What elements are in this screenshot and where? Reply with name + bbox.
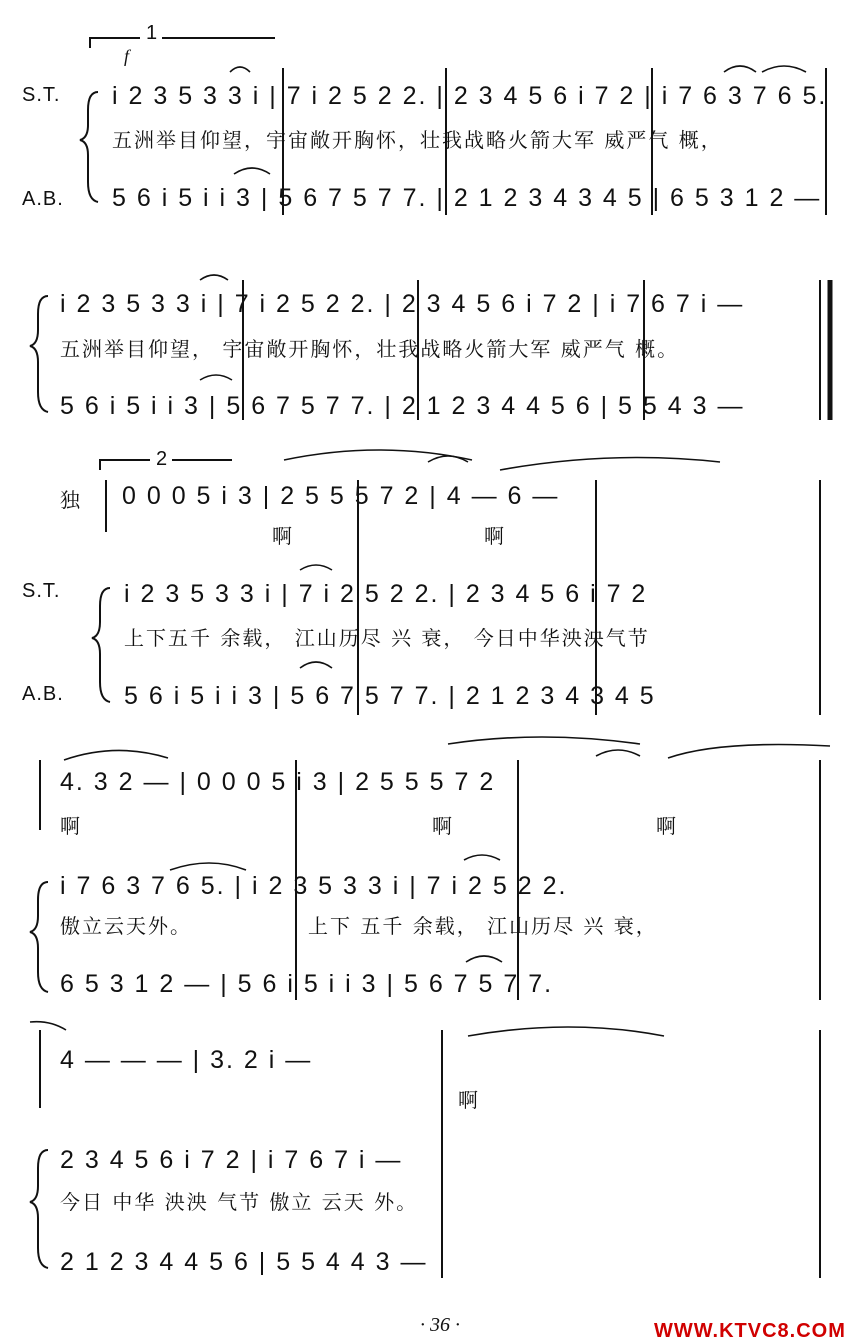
solo-notes-system4: 4. 3 2 — | 0 0 0 5 i 3 | 2 5 5 5 7 2 [60,768,496,796]
volta-2-number: 2 [156,448,168,470]
brace-system2 [30,296,48,412]
forte-dynamic: f [124,46,130,66]
slur-s4-solo-c [596,750,640,756]
tie-s1-a [230,67,250,72]
st-notes-system1: i 2 3 5 3 3 i | 7 i 2 5 2 2. | 2 3 4 5 6 i 7 2 | i 7 6 3 7 6 5. [112,82,828,110]
slur-s4-solo-d [668,745,830,759]
ab-notes-system1: 5 6 i 5 i i 3 | 5 6 7 5 7 7. | 2 1 2 3 4 3 4 5 | 6 5 3 1 2 — [112,184,822,212]
solo-lyric-system3-a: 啊 [272,524,294,548]
watermark-logo: WWW.KTVC8.COM [654,1320,846,1342]
tie-s2-a [200,275,228,280]
tie-s3-ab [300,662,332,668]
tie-s4-ab [466,956,502,962]
solo-notes-system3: 0 0 0 5 i 3 | 2 5 5 5 7 2 | 4 — 6 — [122,482,560,510]
volta-1-bracket [90,38,275,48]
lyrics-system4-a: 傲立云天外。 [60,914,192,938]
solo-lyric-system3-b: 啊 [484,524,506,548]
slur-s3-solo-b [428,456,468,462]
page-number: · 36 · [420,1314,460,1336]
voice-label-ab-2: A.B. [22,683,64,705]
voice-label-st-2: S.T. [22,580,61,602]
ab-notes-system3: 5 6 i 5 i i 3 | 5 6 7 5 7 7. | 2 1 2 3 4 3 4 5 [124,682,656,710]
slur-s4-solo-b [448,737,640,744]
brace-system5 [30,1150,48,1268]
st-notes-system3: i 2 3 5 3 3 i | 7 i 2 5 2 2. | 2 3 4 5 6 i 7 2 [124,580,648,608]
tie-s1-b [724,66,756,72]
brace-system3 [92,588,110,702]
solo-lyric-system4-a: 啊 [60,814,82,838]
lyrics-system5: 今日 中华 泱泱 气节 傲立 云天 外。 [60,1190,419,1214]
tie-s1-c [762,66,806,72]
st-notes-system4: i 7 6 3 7 6 5. | i 2 3 5 3 3 i | 7 i 2 5 2 2. [60,872,568,900]
lyrics-system1: 五洲举目仰望，宇宙敞开胸怀，壮我战略火箭大军 威严气 概， [112,128,723,152]
tie-s1-ab [234,168,270,174]
voice-label-st: S.T. [22,84,61,106]
slur-s3-solo-c [500,458,720,471]
slur-s3-solo-a [284,450,472,460]
lyrics-system3: 上下五千 余载， 江山历尽 兴 衰， 今日中华泱泱气节 [124,626,650,650]
tie-s3-st [300,565,332,570]
lyrics-system2: 五洲举目仰望， 宇宙敞开胸怀，壮我战略火箭大军 威严气 概。 [60,337,680,361]
brace-system4 [30,882,48,992]
slur-s4-solo-a [64,750,168,760]
slur-s5-solo-a [30,1022,66,1030]
voice-label-ab: A.B. [22,188,64,210]
slur-s5-solo-b [468,1027,664,1036]
voice-label-solo: 独 [60,488,80,512]
tie-s2-ab [200,375,232,380]
solo-lyric-system4-b: 啊 [432,814,454,838]
st-notes-system5: 2 3 4 5 6 i 7 2 | i 7 6 7 i — [60,1146,403,1174]
brace-system1 [80,92,98,202]
solo-notes-system5: 4 — — — | 3. 2 i — [60,1046,313,1074]
lyrics-system4-b: 上下 五千 余载， 江山历尽 兴 衰， [308,914,658,938]
solo-lyric-system4-c: 啊 [656,814,678,838]
volta-2-bracket [100,460,232,470]
ab-notes-system5: 2 1 2 3 4 4 5 6 | 5 5 4 4 3 — [60,1248,428,1276]
tie-s4-st-a [170,863,246,870]
ab-notes-system2: 5 6 i 5 i i 3 | 5 6 7 5 7 7. | 2 1 2 3 4 4 5 6 | 5 5 4 3 — [60,392,745,420]
volta-1-number: 1 [146,22,158,44]
solo-lyric-system5: 啊 [458,1088,480,1112]
st-notes-system2: i 2 3 5 3 3 i | 7 i 2 5 2 2. | 2 3 4 5 6 i 7 2 | i 7 6 7 i — [60,290,745,318]
tie-s4-st-b [464,855,500,860]
ab-notes-system4: 6 5 3 1 2 — | 5 6 i 5 i i 3 | 5 6 7 5 7 7. [60,970,554,998]
